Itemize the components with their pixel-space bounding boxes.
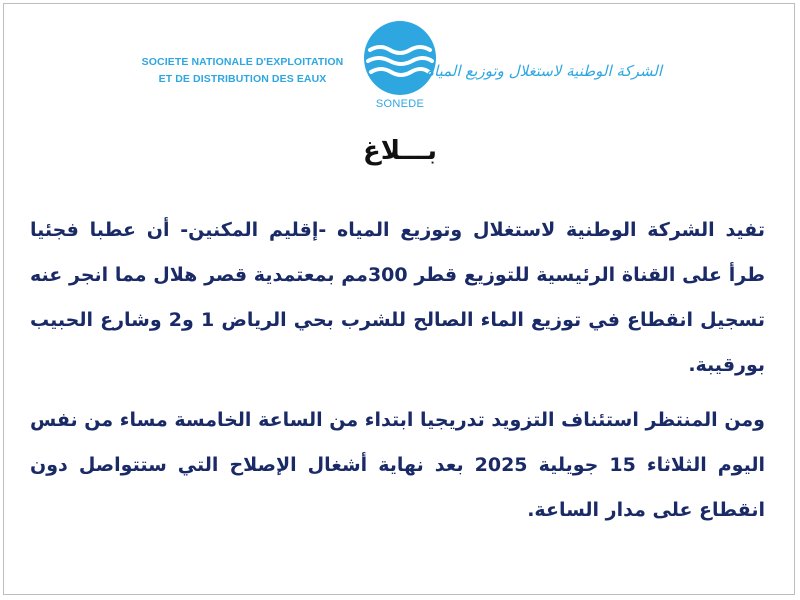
notice-paragraph-2: ومن المنتظر استئناف التزويد تدريجيا ابتداء من الساعة الخامسة مساء من نفس اليوم الثلاثاء 15 جويلية 2025 بعد نهاية أشغال الإصلاح التي ستتواصل دون انقطاع على مدار الساعة. (30, 409, 765, 521)
company-name-arabic: الشركة الوطنية لاستغلال وتوزيع المياه (426, 62, 662, 80)
letterhead (0, 20, 800, 120)
company-name-french-line2: ET DE DISTRIBUTION DES EAUX (158, 73, 327, 85)
notice-paragraph-1: تفيد الشركة الوطنية لاستغلال وتوزيع المياه -إقليم المكنين- أن عطبا فجئيا طرأ على القناة الرئيسية للتوزيع قطر 300مم بمعتمدية قصر هلال مما انجر عنه تسجيل انقطاع في توزيع الماء الصالح للشرب بحي الرياض 1 و2 وشارع الحبيب بورقيبة. (30, 219, 765, 376)
notice-body (30, 208, 765, 543)
sonede-logo-icon (357, 20, 443, 100)
company-name-french-line1: SOCIETE NATIONALE D'EXPLOITATION (141, 56, 344, 68)
logo-caption: SONEDE (375, 98, 425, 110)
notice-title: بـــلاغ (363, 136, 437, 166)
company-name-french (140, 54, 345, 88)
